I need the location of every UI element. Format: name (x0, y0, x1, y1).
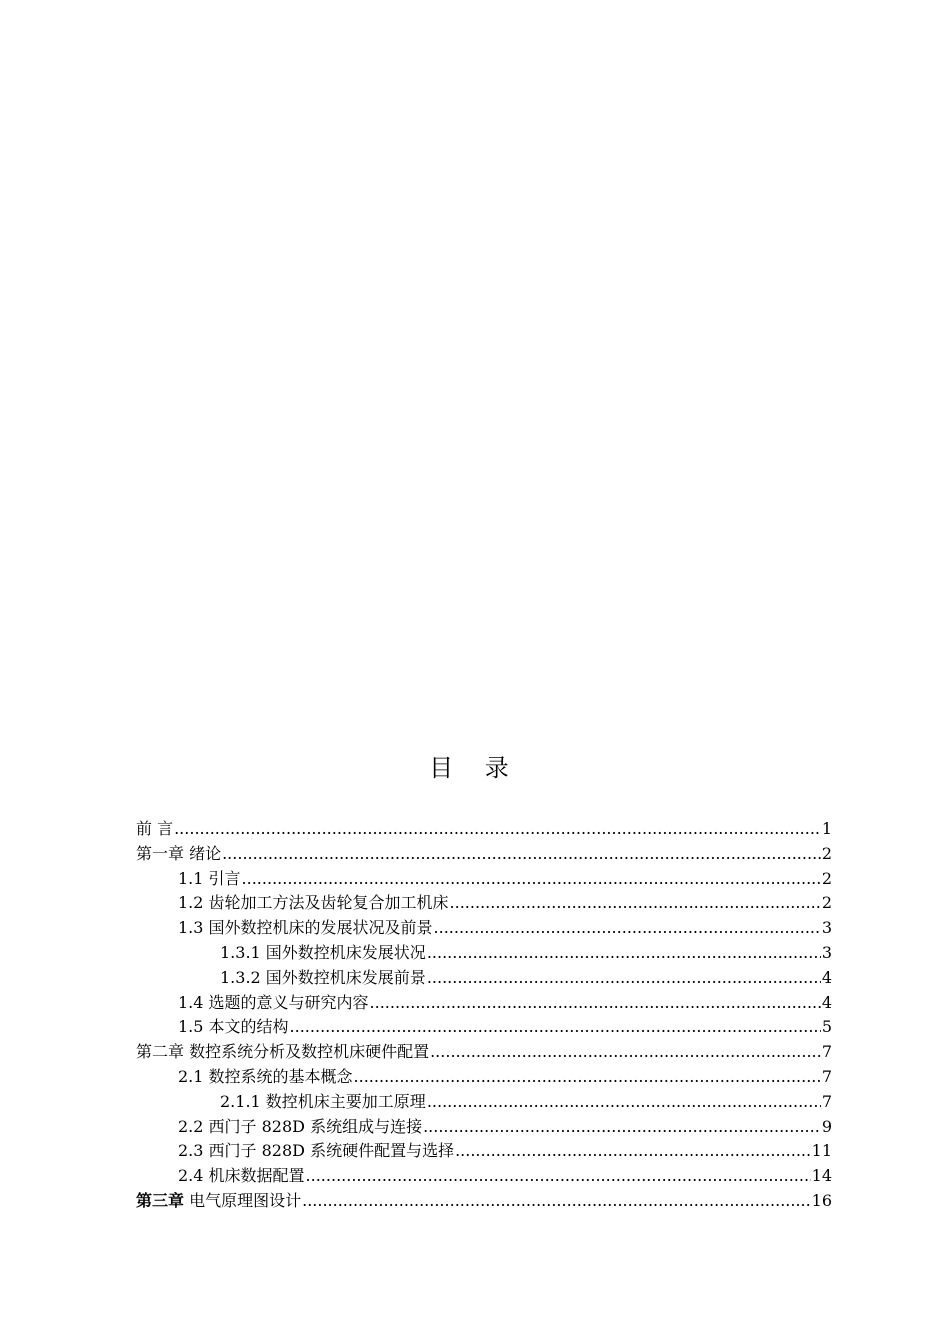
toc-entry-label: 1.5 本文的结构 (178, 1017, 289, 1037)
toc-entry[interactable] (136, 991, 832, 1016)
toc-leader-dots (354, 1065, 821, 1090)
toc-entry-label: 2.1.1 数控机床主要加工原理 (220, 1091, 426, 1111)
toc-entry[interactable] (136, 941, 832, 966)
toc-leader-dots (306, 1164, 811, 1189)
toc-entry-page: 7 (821, 1066, 832, 1086)
toc-entry-page: 14 (811, 1166, 832, 1186)
toc-entry-page: 4 (821, 967, 832, 987)
toc-entry-label: 1.1 引言 (178, 868, 241, 888)
toc-entry[interactable] (136, 916, 832, 941)
toc-leader-dots (430, 1040, 821, 1065)
toc-entry-page: 5 (821, 1017, 832, 1037)
toc-leader-dots (427, 1090, 821, 1115)
toc-entry-label-rest: 电气原理图设计 (184, 1190, 302, 1210)
toc-entry[interactable] (136, 867, 832, 892)
toc-leader-dots (423, 1115, 821, 1140)
toc-leader-dots (427, 966, 821, 991)
toc-entry[interactable] (136, 842, 832, 867)
toc-title: 目 录 (429, 754, 521, 782)
toc-entry-page: 3 (821, 942, 832, 962)
toc-entry-label: 2.2 西门子 828D 系统组成与连接 (178, 1116, 423, 1136)
toc-entry-page: 1 (821, 819, 832, 838)
toc-entry-page: 3 (821, 918, 832, 938)
toc-entry-label: 前 言 (136, 819, 174, 838)
toc-entry-page: 2 (821, 868, 832, 888)
toc-leader-dots (455, 1139, 811, 1164)
toc-entry[interactable] (136, 1139, 832, 1164)
toc-entry[interactable] (136, 1015, 832, 1040)
toc-entry-label: 2.4 机床数据配置 (178, 1166, 305, 1186)
toc-entry-label: 1.3 国外数控机床的发展状况及前景 (178, 918, 433, 938)
toc-entry-label: 1.2 齿轮加工方法及齿轮复合加工机床 (178, 893, 449, 913)
toc-entry-page: 2 (821, 893, 832, 913)
toc-leader-dots (434, 916, 821, 941)
toc-entry[interactable] (136, 1065, 832, 1090)
toc-entry-label: 1.4 选题的意义与研究内容 (178, 992, 369, 1012)
toc-leader-dots (242, 867, 821, 892)
toc-entry-label: 1.3.1 国外数控机床发展状况 (220, 942, 426, 962)
toc-entry[interactable] (136, 1090, 832, 1115)
toc-entry-page: 7 (821, 1091, 832, 1111)
toc-entry[interactable] (136, 966, 832, 991)
toc-entry[interactable] (136, 1115, 832, 1140)
toc-entry-page: 4 (821, 992, 832, 1012)
toc-leader-dots (174, 817, 821, 842)
toc-entry-page: 16 (811, 1190, 832, 1210)
toc-entry-page: 7 (821, 1042, 832, 1062)
toc-entry[interactable] (136, 1189, 832, 1214)
toc-leader-dots (450, 891, 821, 916)
toc-entry-label-bold: 第三章 (136, 1190, 185, 1210)
toc-list (136, 817, 832, 1214)
toc-entry-label (136, 1189, 301, 1214)
toc-entry[interactable] (136, 1040, 832, 1065)
toc-entry[interactable] (136, 891, 832, 916)
toc-leader-dots (427, 941, 821, 966)
toc-leader-dots (222, 842, 821, 867)
toc-entry[interactable] (136, 817, 832, 842)
toc-entry-label: 第二章 数控系统分析及数控机床硬件配置 (136, 1042, 430, 1062)
toc-entry-label: 2.3 西门子 828D 系统硬件配置与选择 (178, 1141, 455, 1161)
toc-entry[interactable] (136, 1164, 832, 1189)
toc-entry-label: 2.1 数控系统的基本概念 (178, 1066, 353, 1086)
toc-entry-page: 11 (811, 1141, 832, 1161)
toc-leader-dots (370, 991, 821, 1016)
toc-leader-dots (302, 1189, 811, 1214)
toc-entry-label: 1.3.2 国外数控机床发展前景 (220, 967, 426, 987)
toc-entry-page: 2 (821, 843, 832, 863)
toc-entry-label: 第一章 绪论 (136, 843, 222, 863)
toc-leader-dots (290, 1015, 821, 1040)
toc-entry-page: 9 (821, 1116, 832, 1136)
